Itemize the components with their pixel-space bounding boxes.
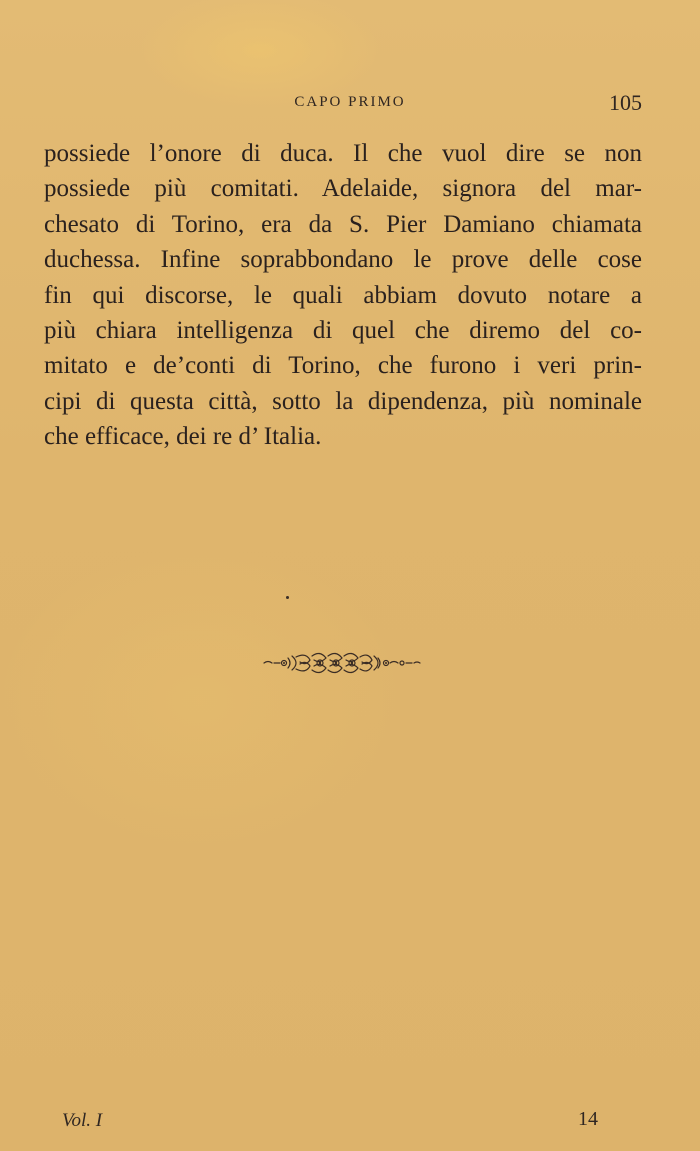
text-line: possiede più comitati. Adelaide, signora del mar- xyxy=(44,175,642,203)
body-text xyxy=(44,136,642,455)
text-line: fin qui discorse, le quali abbiam dovuto notare a xyxy=(44,281,642,309)
page-number: 105 xyxy=(609,90,642,115)
running-head xyxy=(0,90,700,118)
text-line: chesato di Torino, era da S. Pier Damiano chiamata xyxy=(44,210,642,238)
gathering-number: 14 xyxy=(578,1108,598,1130)
text-line: duchessa. Infine soprabbondano le prove delle cose xyxy=(44,246,642,274)
ink-speck xyxy=(286,596,289,599)
signature-mark: Vol. I xyxy=(62,1110,103,1131)
text-line: mitato e de’conti di Torino, che furono i veri prin- xyxy=(44,352,642,380)
text-line: cipi di questa città, sotto la dipendenza, più nominale xyxy=(44,387,642,415)
running-title: CAPO PRIMO xyxy=(294,94,406,110)
text-line: più chiara intelligenza di quel che diremo del co- xyxy=(44,316,642,344)
text-line: possiede l’onore di duca. Il che vuol dire se non xyxy=(44,140,642,167)
text-line: che efficace, dei re d’ Italia. xyxy=(44,423,322,451)
floral-tailpiece-ornament-icon xyxy=(262,648,422,678)
